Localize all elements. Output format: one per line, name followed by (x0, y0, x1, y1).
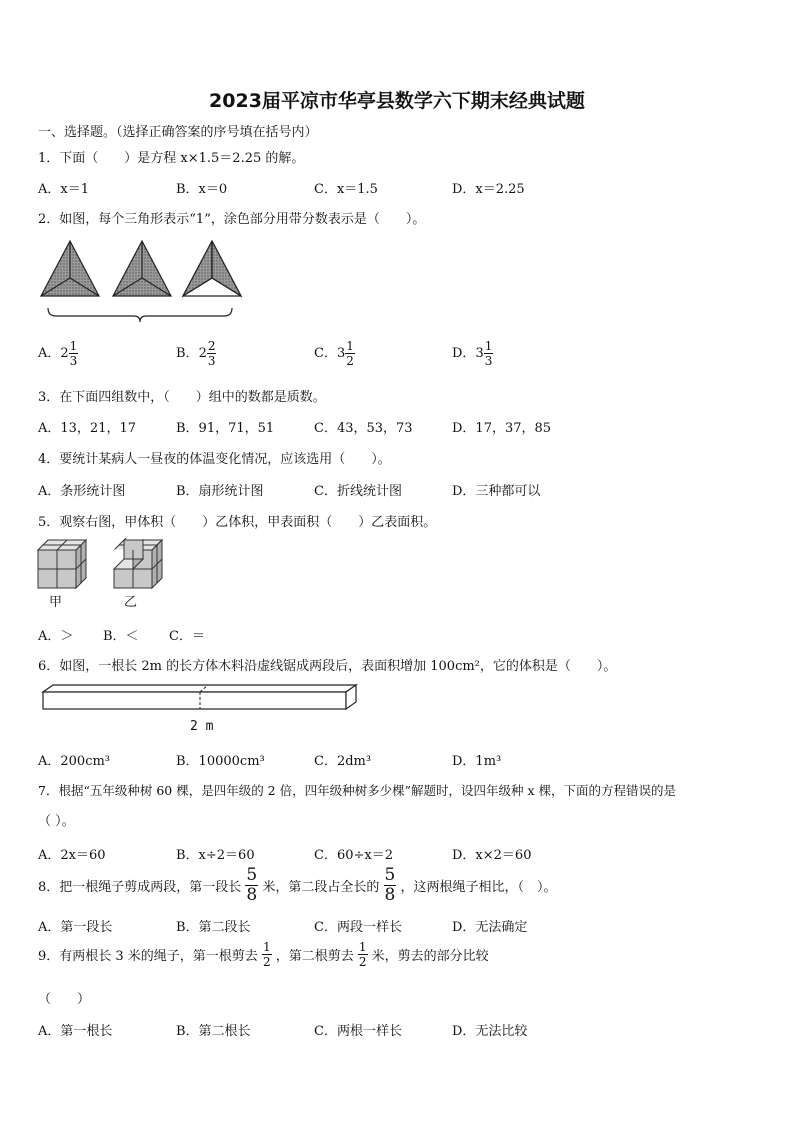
q9-option-d[interactable]: D．无法比较 (452, 1024, 528, 1039)
question-7-line2: （ ）。 (38, 814, 75, 829)
q6-option-c[interactable]: C．2dm³ (314, 754, 372, 769)
q2-option-a[interactable]: A．2 $\frac{1}{3}$ (38, 339, 78, 368)
page-title: 2023届平凉市华亭县数学六下期末经典试题 (209, 90, 585, 112)
q7-option-b[interactable]: B．x÷2＝60 (176, 848, 255, 863)
question-9-line2: （ ） (38, 992, 91, 1007)
q3-option-a[interactable]: A．13，21，17 (38, 421, 137, 436)
question-8: 8．把一根绳子剪成两段，第一段长 $\frac{5}{8}$ 米，第二段占全长的 $\frac{5}{8}$ ，这两根绳子相比，（ ）。 (38, 865, 557, 905)
cubes-figure (36, 538, 166, 594)
wood-bar-figure (40, 682, 362, 714)
q2-option-b[interactable]: B．2 $\frac{2}{3}$ (176, 339, 216, 368)
question-9: 9．有两根长 3 米的绳子，第一根剪去 $\frac{1}{2}$ ，第二根剪去 $\frac{1}{2}$ 米，剪去的部分比较 (38, 940, 489, 969)
question-4: 4．要统计某病人一昼夜的体温变化情况，应该选用（ ）。 (38, 452, 391, 467)
cube-jia (38, 540, 86, 588)
q3-option-d[interactable]: D．17，37，85 (452, 421, 552, 436)
q7-option-a[interactable]: A．2x＝60 (38, 848, 106, 863)
brace (48, 308, 232, 322)
question-6: 6．如图，一根长 2m 的长方体木料沿虚线锯成两段后，表面积增加 100cm²，它的体积是（ ）。 (38, 659, 617, 674)
q8-option-c[interactable]: C．两段一样长 (314, 920, 402, 935)
q2-option-d[interactable]: D．3 $\frac{1}{3}$ (452, 339, 493, 368)
q1-option-b[interactable]: B．x＝0 (176, 182, 228, 197)
q7-option-c[interactable]: C．60÷x＝2 (314, 848, 393, 863)
q4-option-c[interactable]: C．折线统计图 (314, 484, 402, 499)
question-5: 5．观察右图，甲体积（ ）乙体积，甲表面积（ ）乙表面积。 (38, 515, 437, 530)
q4-option-a[interactable]: A．条形统计图 (38, 484, 126, 499)
q1-option-a[interactable]: A．x＝1 (38, 182, 89, 197)
q5-option-c[interactable]: C．＝ (169, 629, 205, 644)
triangles-figure (36, 236, 248, 328)
question-7-line1: 7．根据“五年级种树 60 棵，是四年级的 2 倍，四年级种树多少棵”解题时，设四年级种 x 棵，下面的方程错误的是 (38, 783, 676, 798)
q1-option-d[interactable]: D．x＝2.25 (452, 182, 525, 197)
triangle-2 (113, 241, 171, 296)
q6-option-b[interactable]: B．10000cm³ (176, 754, 265, 769)
q8-option-a[interactable]: A．第一段长 (38, 920, 113, 935)
q8-option-d[interactable]: D．无法确定 (452, 920, 528, 935)
question-3: 3．在下面四组数中，（ ）组中的数都是质数。 (38, 390, 326, 405)
q5-option-a[interactable]: A．＞ (38, 629, 74, 644)
q4-option-b[interactable]: B．扇形统计图 (176, 484, 264, 499)
q4-option-d[interactable]: D．三种都可以 (452, 484, 541, 499)
q3-option-b[interactable]: B．91，71，51 (176, 421, 275, 436)
q1-option-c[interactable]: C．x＝1.5 (314, 182, 378, 197)
q9-option-a[interactable]: A．第一根长 (38, 1024, 113, 1039)
q9-option-c[interactable]: C．两根一样长 (314, 1024, 402, 1039)
q8-option-b[interactable]: B．第二段长 (176, 920, 251, 935)
q9-option-b[interactable]: B．第二根长 (176, 1024, 251, 1039)
triangle-3 (183, 241, 241, 296)
label-jia: 甲 (49, 595, 63, 610)
q5-option-b[interactable]: B．＜ (103, 629, 139, 644)
triangle-1 (41, 241, 99, 296)
q6-option-a[interactable]: A．200cm³ (38, 754, 111, 769)
question-1: 1．下面（ ）是方程 x×1.5＝2.25 的解。 (38, 151, 305, 166)
q3-option-c[interactable]: C．43，53，73 (314, 421, 413, 436)
length-label: 2 m (190, 719, 214, 734)
section-heading: 一、选择题。（选择正确答案的序号填在括号内） (38, 125, 318, 140)
q6-option-d[interactable]: D．1m³ (452, 754, 502, 769)
cube-yi (114, 538, 162, 588)
q2-option-c[interactable]: C．3 $\frac{1}{2}$ (314, 339, 354, 368)
q7-option-d[interactable]: D．x×2＝60 (452, 848, 532, 863)
question-2: 2．如图，每个三角形表示“1”，涂色部分用带分数表示是（ ）。 (38, 212, 426, 227)
label-yi: 乙 (124, 595, 138, 610)
